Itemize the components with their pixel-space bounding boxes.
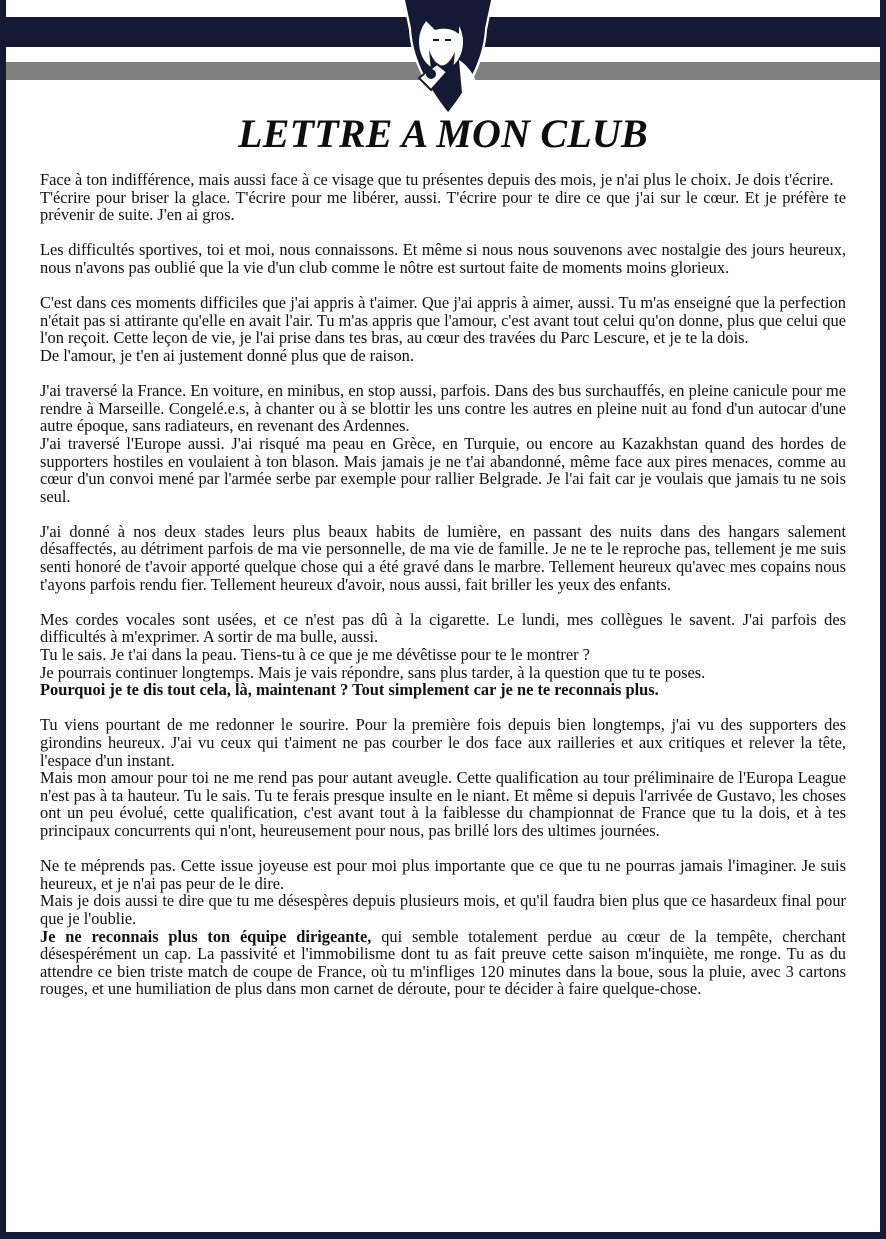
paragraph-3 [40, 294, 846, 364]
letter-body [40, 171, 846, 1016]
paragraph-2 [40, 241, 846, 276]
paragraph-line: Les difficultés sportives, toi et moi, nous connaissons. Et même si nous nous souvenons avec nostalgie des jours heureux, nous n'avons pas oublié que la vie d'un club comme le nôtre est surtout faite de moments moins glorieux. [40, 240, 846, 277]
paragraph-line: Face à ton indifférence, mais aussi face à ce visage que tu présentes depuis des mois, je n'ai plus le choix. Je dois t'écrire. [40, 170, 834, 189]
page-title: LETTRE A MON CLUB [238, 111, 648, 156]
letter-page [6, 0, 880, 1232]
paragraph-line: J'ai traversé l'Europe aussi. J'ai risqué ma peau en Grèce, en Turquie, ou encore au Kazakhstan quand des hordes de supporters hostiles en voulaient à ton blason. Mais jamais je ne t'ai abandonné, même face aux pires menaces, comme au cœur d'un convoi mené par l'armée serbe par exemple pour rallier Belgrade. Je l'ai fait car je voulais que jamais tu ne sois seul. [40, 433, 846, 506]
paragraph-4 [40, 382, 846, 505]
paragraph-bold-line: Pourquoi je te dis tout cela, là, maintenant ? Tout simplement car je ne te reconnais plus. [40, 680, 659, 700]
paragraph-8 [40, 857, 846, 998]
paragraph-line: Mais mon amour pour toi ne me rend pas pour autant aveugle. Cette qualification au tour préliminaire de l'Europa League n'est pas à ta hauteur. Tu le sais. Tu te ferais presque insulte en le niant. Et même si depuis l'arrivée de Gustavo, les choses ont un peu évolué, cette qualification, c'est avant tout à la faiblesse du championnat de France que tu la dois, et à tes principaux concurrents qui n'ont, heureusement pour nous, pas brillé lors des ultimes journées. [40, 768, 846, 840]
paragraph-line: Tu le sais. Je t'ai dans la peau. Tiens-tu à ce que je me dévêtisse pour te le montrer ? [40, 645, 590, 665]
paragraph-line: C'est dans ces moments difficiles que j'ai appris à t'aimer. Que j'ai appris à aimer, aussi. Tu m'as enseigné que la perfection n'était pas si attirante qu'elle en avait l'air. Tu m'as appris que l'amour, c'est avant tout celui qu'on donne, plus que celui que l'on reçoit. Cette leçon de vie, je l'ai prise dans tes bras, au cœur des travées du Parc Lescure, et je te la dois. [40, 293, 846, 348]
paragraph-line: Je pourrais continuer longtemps. Mais je vais répondre, sans plus tarder, à la question que tu te poses. [40, 662, 706, 682]
paragraph-bold-lead: Je ne reconnais plus ton équipe dirigeante, [40, 926, 372, 946]
paragraph-line: Ne te méprends pas. Cette issue joyeuse est pour moi plus importante que ce que tu ne pourras jamais l'imaginer. Je suis heureux, et je n'ai pas peur de le dire. [40, 856, 846, 893]
paragraph-1 [40, 171, 846, 224]
paragraph-mixed-line [40, 928, 846, 998]
paragraph-line: J'ai donné à nos deux stades leurs plus beaux habits de lumière, en passant des nuits dans des hangars salement désaffectés, au détriment parfois de ma vie personnelle, de ma vie de famille. Je ne te le reproche pas, tellement je me suis senti honoré de t'avoir apporté quelque chose qui a été gravé dans le marbre. Tellement heureux qu'avec mes copains nous t'ayons parfois rendu fier. Tellement heureux d'avoir, nous aussi, fait briller les yeux des enfants. [40, 521, 846, 594]
paragraph-line: Mes cordes vocales sont usées, et ce n'est pas dû à la cigarette. Le lundi, mes collègues le savent. J'ai parfois des difficultés à m'exprimer. A sortir de ma bulle, aussi. [40, 609, 846, 647]
paragraph-lead-rest: qui semble totalement perdue au cœur de la tempête, cherchant désespérément un cap. La passivité et l'immobilisme dont tu as fait preuve cette saison m'inquiète, me ronge. Tu as du attendre ce bien triste match de coupe de France, où tu m'infliges 120 minutes dans la boue, sous la pluie, avec 3 cartons rouges, et une humiliation de plus dans mon carnet de déroute, pour te décider à faire quelque-chose. [40, 926, 846, 999]
supporter-crest-logo [389, 0, 507, 116]
paragraph-5 [40, 523, 846, 593]
paragraph-line: De l'amour, je t'en ai justement donné plus que de raison. [40, 345, 414, 365]
paragraph-line: J'ai traversé la France. En voiture, en minibus, en stop aussi, parfois. Dans des bus surchauffés, en pleine canicule pour me rendre à Marseille. Congelé.e.s, à chanter ou à se blottir les uns contre les autres en pleine nuit au fond d'un autocar d'une autre époque, sans radiateurs, en revenant des Ardennes. [40, 381, 846, 436]
paragraph-line: Mais je dois aussi te dire que tu me désespères depuis plusieurs mois, et qu'il faudra bien plus que ce hasardeux final pour que je l'oublie. [40, 891, 846, 928]
paragraph-6 [40, 611, 846, 699]
paragraph-line: Tu viens pourtant de me redonner le sourire. Pour la première fois depuis bien longtemps, j'ai vu des supporters des girondins heureux. J'ai vu ceux qui t'aiment ne pas courber le dos face aux railleries et aux critiques et relever la tête, l'espace d'un instant. [40, 715, 846, 770]
paragraph-7 [40, 716, 846, 839]
paragraph-line: T'écrire pour briser la glace. T'écrire pour me libérer, aussi. T'écrire pour te dire ce que j'ai sur le cœur. Et je préfère te prévenir de suite. J'en ai gros. [40, 187, 846, 225]
